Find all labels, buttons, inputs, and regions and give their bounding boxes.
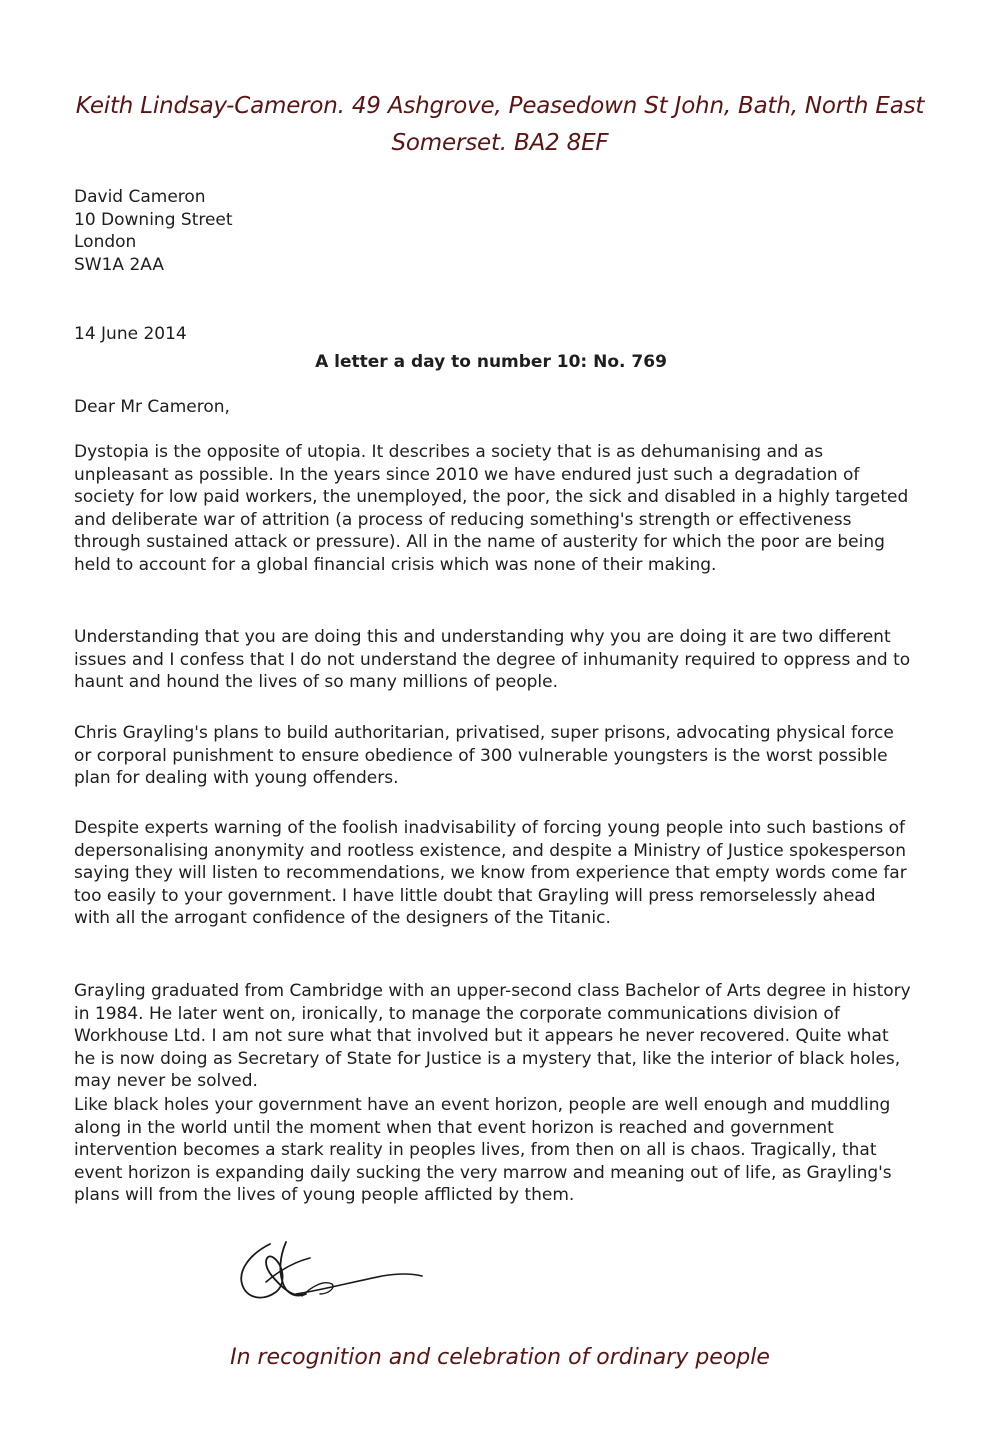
sender-address <box>70 88 930 162</box>
sender-address-line-2: Somerset. BA2 8EF <box>391 130 609 156</box>
body-paragraph-2: Understanding that you are doing this and understanding why you are doing it are two different issues and I confess that I do not understand the degree of inhumanity required to oppress and to haunt and hound the lives of so many millions of people. <box>74 627 911 693</box>
footer-tagline: In recognition and celebration of ordinary people <box>230 1345 770 1370</box>
recipient-city: London <box>74 232 137 253</box>
body-paragraph-4: Despite experts warning of the foolish inadvisability of forcing young people into such bastions of depersonalising anonymity and rootless existence, and despite a Ministry of Justice spokesperson saying they will listen to recommendations, we know from experience that empty words come far too easily to your government. I have little doubt that Grayling will press remorselessly ahead with all the arrogant confidence of the designers of the Titanic. <box>74 818 907 929</box>
letter-date: 14 June 2014 <box>74 324 187 344</box>
recipient-postcode: SW1A 2AA <box>74 254 164 275</box>
body-paragraph-3: Chris Grayling's plans to build authoritarian, privatised, super prisons, advocating physical force or corporal punishment to ensure obedience of 300 vulnerable youngsters is the worst possible plan for dealing with young offenders. <box>74 723 894 789</box>
body-paragraph-5: Grayling graduated from Cambridge with an upper-second class Bachelor of Arts degree in history in 1984. He later went on, ironically, to manage the corporate communications division of Workhouse Ltd. I am not sure what that involved but it appears he never recovered. Quite what he is now doing as Secretary of State for Justice is a mystery that, like the interior of black holes, may never be solved. <box>74 981 911 1092</box>
recipient-street: 10 Downing Street <box>74 209 233 230</box>
letter-heading: A letter a day to number 10: No. 769 <box>315 352 667 372</box>
handwritten-signature <box>232 1236 432 1308</box>
salutation: Dear Mr Cameron, <box>74 397 230 417</box>
sender-address-line-1: Keith Lindsay-Cameron. 49 Ashgrove, Peasedown St John, Bath, North East <box>75 93 925 119</box>
recipient-address <box>74 186 233 276</box>
recipient-name: David Cameron <box>74 187 206 207</box>
body-paragraph-6: Like black holes your government have an event horizon, people are well enough and muddling along in the world until the moment when that event horizon is reached and government intervention becomes a stark reality in peoples lives, from then on all is chaos. Tragically, that event horizon is expanding daily sucking the very marrow and meaning out of life, as Grayling's plans will from the lives of young people afflicted by them. <box>74 1095 892 1206</box>
body-paragraph-1: Dystopia is the opposite of utopia. It describes a society that is as dehumanising and as unpleasant as possible. In the years since 2010 we have endured just such a degradation of society for low paid workers, the unemployed, the poor, the sick and disabled in a highly targeted and deliberate war of attrition (a process of reducing something's strength or effectiveness through sustained attack or pressure). All in the name of austerity for which the poor are being held to account for a global financial crisis which was none of their making. <box>74 442 909 575</box>
